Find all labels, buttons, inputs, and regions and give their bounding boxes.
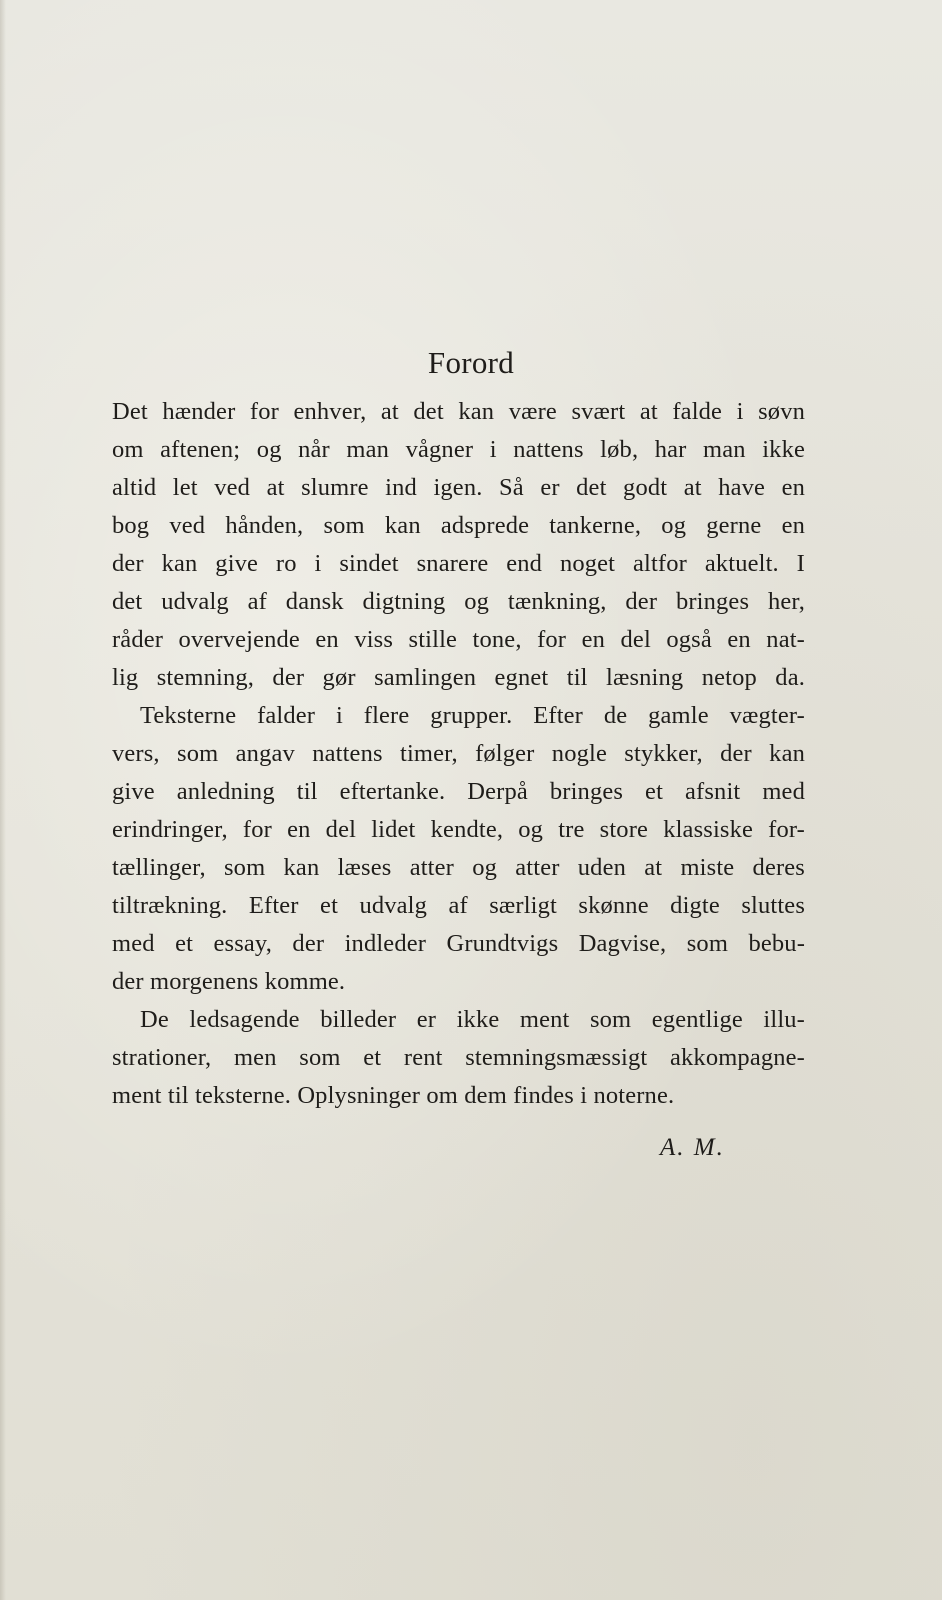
paragraph-1-line-6: det udvalg af dansk digtning og tænkning, der bringes her, [112, 588, 805, 615]
paragraph-3-line-3: ment til teksterne. Oplysninger om dem findes i noterne. [112, 1082, 675, 1109]
paragraph-1-line-2: om aftenen; og når man vågner i nattens løb, har man ikke [112, 436, 805, 463]
paragraph-1-line-8: lig stemning, der gør samlingen egnet til læsning netop da. [112, 664, 805, 691]
paragraph-2-line-4: erindringer, for en del lidet kendte, og tre store klassiske for- [112, 816, 805, 843]
paragraph-2-line-7: med et essay, der indleder Grundtvigs Dagvise, som bebu- [112, 930, 805, 957]
paragraph-2-line-8: der morgenens komme. [112, 968, 346, 995]
paragraph-2-line-5: tællinger, som kan læses atter og atter uden at miste deres [112, 854, 805, 881]
paragraph-1-line-4: bog ved hånden, som kan adsprede tankerne, og gerne en [112, 512, 805, 539]
paragraph-3-line-2: strationer, men som et rent stemningsmæssigt akkompagne- [112, 1044, 805, 1071]
paragraph-2-line-3: give anledning til eftertanke. Derpå bringes et afsnit med [112, 778, 805, 805]
paragraph-1-line-3: altid let ved at slumre ind igen. Så er det godt at have en [112, 474, 805, 501]
author-signature: A. M. [660, 1134, 725, 1161]
paragraph-2-line-6: tiltrækning. Efter et udvalg af særligt skønne digte sluttes [112, 892, 805, 919]
paragraph-1-line-1: Det hænder for enhver, at det kan være svært at falde i søvn [112, 398, 805, 425]
paragraph-1-line-5: der kan give ro i sindet snarere end noget altfor aktuelt. I [112, 550, 805, 577]
paragraph-1-line-7: råder overvejende en viss stille tone, for en del også en nat- [112, 626, 805, 653]
page-title: Forord [427, 345, 515, 380]
paragraph-2-line-2: vers, som angav nattens timer, følger nogle stykker, der kan [112, 740, 805, 767]
paragraph-3-line-1: De ledsagende billeder er ikke ment som egentlige illu- [140, 1006, 805, 1033]
paragraph-2-line-1: Teksterne falder i flere grupper. Efter de gamle vægter- [140, 702, 805, 729]
